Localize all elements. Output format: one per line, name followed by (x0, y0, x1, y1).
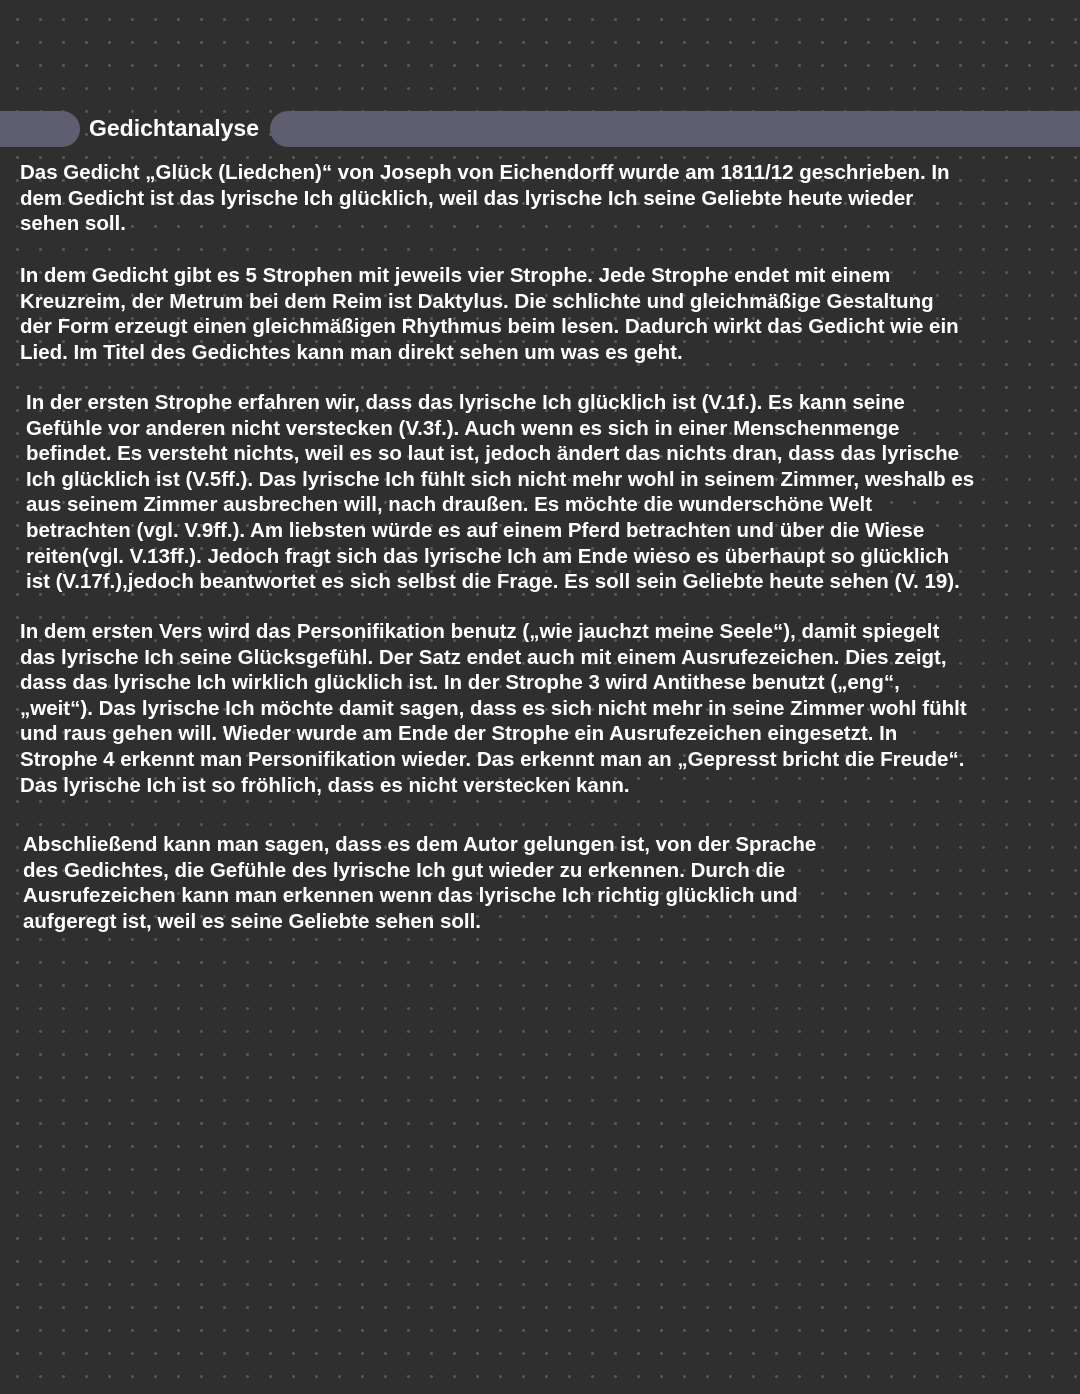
document-title: Gedichtanalyse (89, 115, 260, 141)
paragraph-introduction: Das Gedicht „Glück (Liedchen)“ von Joseph von Eichendorff wurde am 1811/12 geschrieben. In dem Gedicht ist das lyrische Ich glücklich, weil das lyrische Ich seine Geliebte heute wieder sehen soll. (20, 161, 950, 236)
title-bar-right-accent (270, 111, 1080, 147)
paragraph-content: In der ersten Strophe erfahren wir, dass das lyrische Ich glücklich ist (V.1f.). Es kann seine Gefühle vor anderen nicht verstecken (V.3f.). Auch wenn es sich in einer Menschenmenge befindet. Es versteht nichts, weil es so laut ist, jedoch ändert das nichts dran, dass das lyrische Ich glücklich ist (V.5ff.). Das lyrische Ich fühlt sich nicht mehr wohl in seinem Zimmer, weshalb es aus seinem Zimmer ausbrechen will, nach draußen. Es möchte die wunderschöne Welt betrachten (vgl. V.9ff.). Am liebsten würde es auf einem Pferd betrachten und über die Wiese reiten(vgl. V.13ff.). Jedoch fragt sich das lyrische Ich am Ende wieso es überhaupt so glücklich ist (V.17f.),jedoch beantwortet es sich selbst die Frage. Es soll sein Geliebte heute sehen (V. 19). (26, 391, 975, 594)
paragraph-language: In dem ersten Vers wird das Personifikation benutz („wie jauchzt meine Seele“), damit spiegelt das lyrische Ich seine Glücksgefühl. Der Satz endet auch mit einem Ausrufezeichen. Dies zeigt, dass das lyrische Ich wirklich glücklich ist. In der Strophe 3 wird Antithese benutzt („eng“, „weit“). Das lyrische Ich möchte damit sagen, dass es sich nicht mehr in seine Zimmer wohl fühlt und raus gehen will. Wieder wurde am Ende der Strophe ein Ausrufezeichen eingesetzt. In Strophe 4 erkennt man Personifikation wieder. Das erkennt man an „Gepresst bricht die Freude“. Das lyrische Ich ist so fröhlich, dass es nicht verstecken kann. (20, 620, 967, 797)
title-bar-left-accent (0, 111, 80, 147)
paragraph-form: In dem Gedicht gibt es 5 Strophen mit jeweils vier Strophe. Jede Strophe endet mit einem Kreuzreim, der Metrum bei dem Reim ist Daktylus. Die schlichte und gleichmäßige Gestaltung der Form erzeugt einen gleichmäßigen Rhythmus beim lesen. Dadurch wirkt das Gedicht wie ein Lied. Im Titel des Gedichtes kann man direkt sehen um was es geht. (20, 264, 959, 364)
paragraph-conclusion: Abschließend kann man sagen, dass es dem Autor gelungen ist, von der Sprache des Gedichtes, die Gefühle des lyrische Ich gut wieder zu erkennen. Durch die Ausrufezeichen kann man erkennen wenn das lyrische Ich richtig glücklich und aufgeregt ist, weil es seine Geliebte sehen soll. (23, 833, 817, 933)
